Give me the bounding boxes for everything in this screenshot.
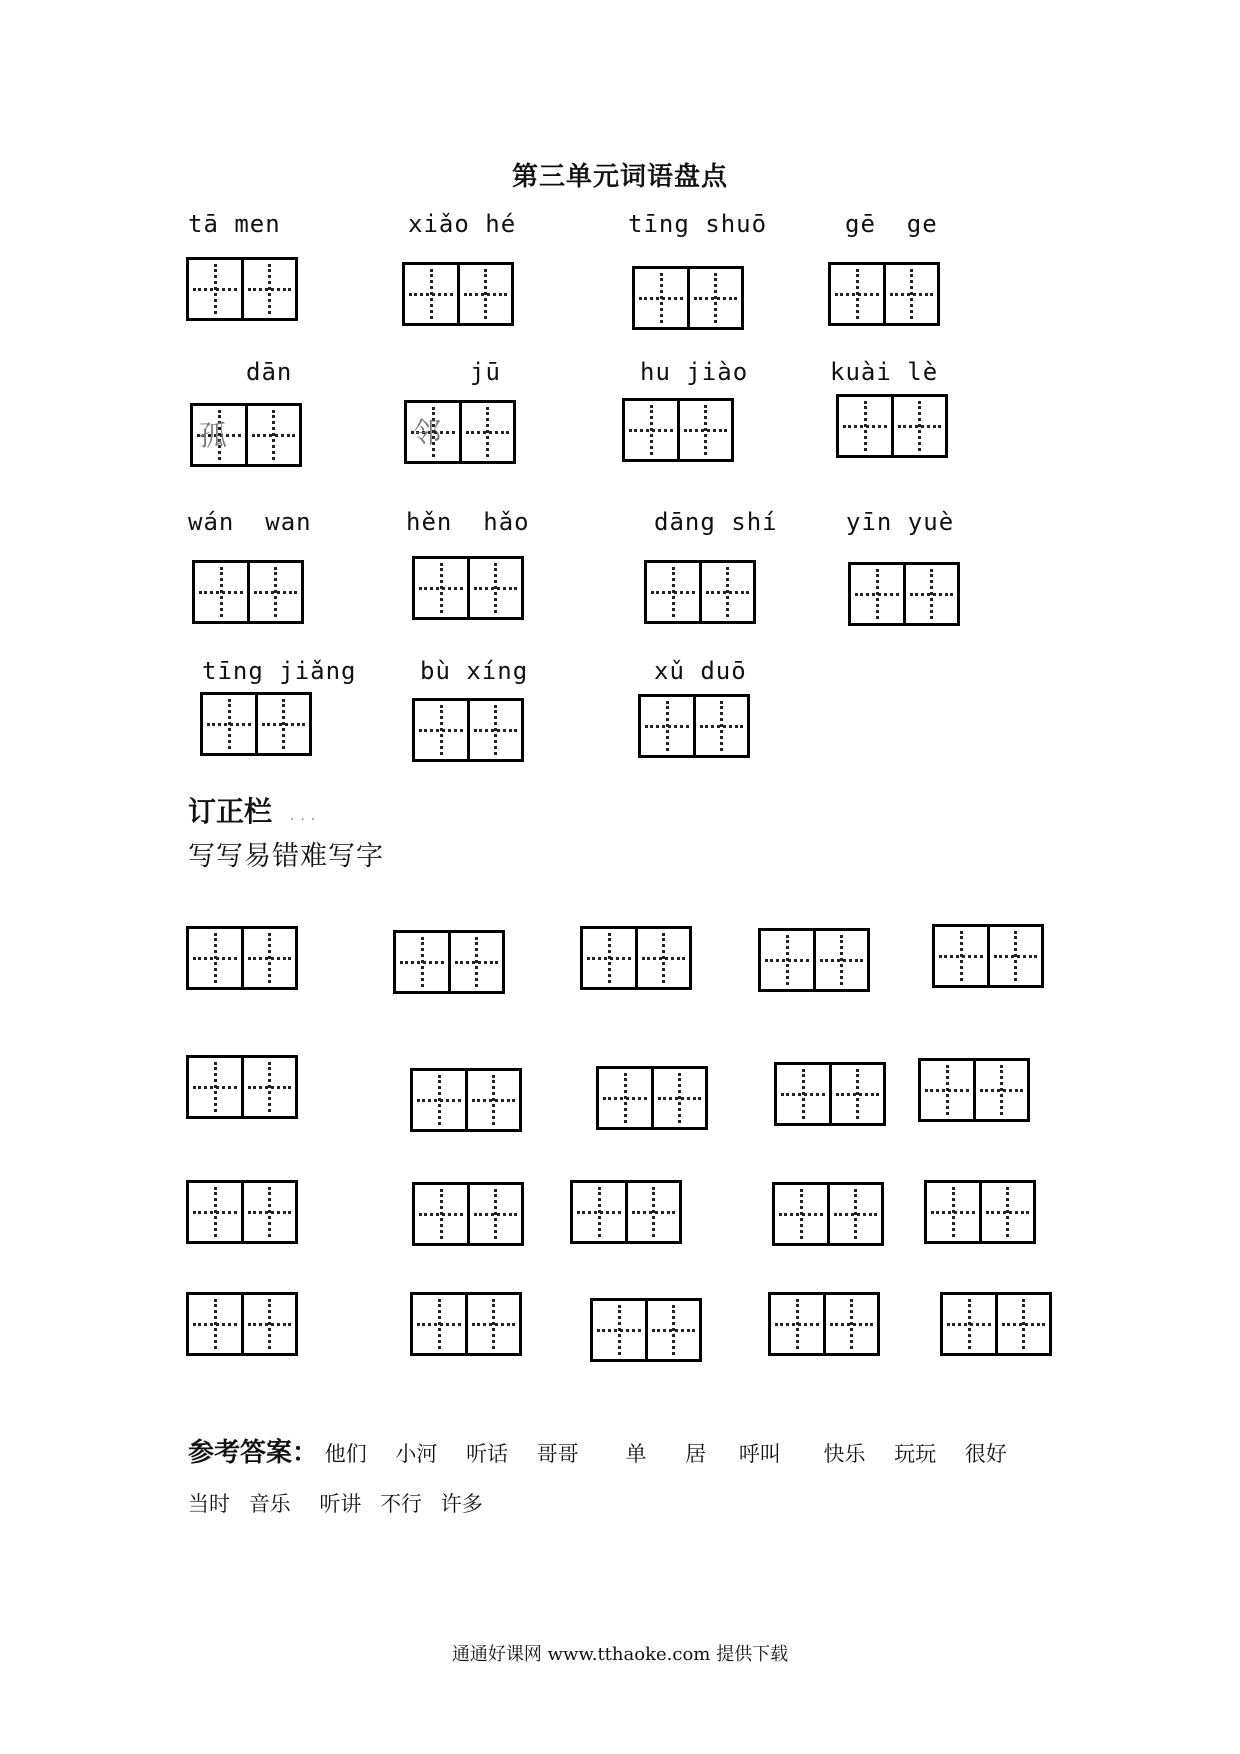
pinyin-label: bù xíng xyxy=(420,657,529,685)
writing-box[interactable] xyxy=(186,257,298,321)
answer-word: 单 xyxy=(625,1442,647,1466)
writing-box[interactable] xyxy=(638,694,750,758)
correction-box[interactable] xyxy=(772,1182,884,1246)
pinyin-label: yīn yuè xyxy=(846,508,955,536)
writing-box[interactable] xyxy=(412,698,524,762)
correction-box[interactable] xyxy=(410,1068,522,1132)
pinyin-label: tīng jiǎng xyxy=(202,657,357,685)
answer-word: 听话 xyxy=(466,1442,509,1466)
footer-credit: 通通好课网 www.tthaoke.com 提供下载 xyxy=(451,1644,789,1665)
correction-dots: ... xyxy=(290,808,322,824)
pinyin-label: xiǎo hé xyxy=(408,210,517,238)
answer-word: 呼叫 xyxy=(738,1442,781,1466)
writing-box[interactable] xyxy=(402,262,514,326)
hint-character: 邻 xyxy=(413,416,442,449)
writing-box[interactable] xyxy=(828,262,940,326)
pinyin-label: hu jiào xyxy=(640,358,749,386)
answer-key-line-2 xyxy=(188,1488,505,1518)
answer-word: 小河 xyxy=(395,1442,438,1466)
correction-subtitle: 写写易错难写字 xyxy=(188,841,384,872)
answer-word: 许多 xyxy=(440,1492,483,1516)
hint-character: 孤 xyxy=(199,419,228,452)
answer-word: 很好 xyxy=(964,1442,1007,1466)
correction-box[interactable] xyxy=(186,1180,298,1244)
correction-title: 订正栏 xyxy=(188,795,273,828)
pinyin-label: kuài lè xyxy=(830,358,939,386)
page-title: 第三单元词语盘点 xyxy=(511,162,728,192)
correction-box[interactable] xyxy=(768,1292,880,1356)
pinyin-label: tīng shuō xyxy=(628,210,768,238)
pinyin-label: wán wan xyxy=(188,508,312,536)
correction-box[interactable] xyxy=(186,1292,298,1356)
answer-word: 听讲 xyxy=(319,1492,362,1516)
correction-box[interactable] xyxy=(393,930,505,994)
pinyin-label: dān xyxy=(246,358,293,386)
answer-key-label: 参考答案： xyxy=(188,1438,319,1468)
correction-box[interactable] xyxy=(596,1066,708,1130)
pinyin-label: tā men xyxy=(188,210,281,238)
writing-box[interactable] xyxy=(412,556,524,620)
correction-box[interactable] xyxy=(758,928,870,992)
writing-box[interactable] xyxy=(404,400,516,464)
answer-key-line-1 xyxy=(188,1432,1029,1469)
correction-box[interactable] xyxy=(590,1298,702,1362)
writing-box[interactable] xyxy=(836,394,948,458)
correction-box[interactable] xyxy=(932,924,1044,988)
correction-box[interactable] xyxy=(186,1055,298,1119)
answer-word: 玩玩 xyxy=(894,1442,937,1466)
writing-box[interactable] xyxy=(848,562,960,626)
correction-box[interactable] xyxy=(940,1292,1052,1356)
correction-box[interactable] xyxy=(774,1062,886,1126)
answer-word: 当时 xyxy=(188,1492,230,1516)
writing-box[interactable] xyxy=(632,266,744,330)
correction-box[interactable] xyxy=(924,1180,1036,1244)
answer-word: 他们 xyxy=(324,1442,367,1466)
answer-word: 不行 xyxy=(380,1492,423,1516)
pinyin-label: gē ge xyxy=(845,210,938,238)
writing-box[interactable] xyxy=(644,560,756,624)
pinyin-label: jū xyxy=(470,358,501,386)
writing-box[interactable] xyxy=(192,560,304,624)
pinyin-label: dāng shí xyxy=(654,508,778,536)
writing-box[interactable] xyxy=(190,403,302,467)
answer-word: 哥哥 xyxy=(536,1442,579,1466)
correction-box[interactable] xyxy=(918,1058,1030,1122)
writing-box[interactable] xyxy=(200,692,312,756)
correction-box[interactable] xyxy=(580,926,692,990)
answer-word: 居 xyxy=(685,1442,707,1466)
writing-box[interactable] xyxy=(622,398,734,462)
answer-word: 音乐 xyxy=(248,1492,291,1516)
correction-box[interactable] xyxy=(570,1180,682,1244)
correction-box[interactable] xyxy=(186,926,298,990)
pinyin-label: hěn hǎo xyxy=(406,508,530,536)
correction-box[interactable] xyxy=(410,1292,522,1356)
correction-box[interactable] xyxy=(412,1182,524,1246)
answer-word: 快乐 xyxy=(823,1442,866,1466)
pinyin-label: xǔ duō xyxy=(654,657,747,685)
